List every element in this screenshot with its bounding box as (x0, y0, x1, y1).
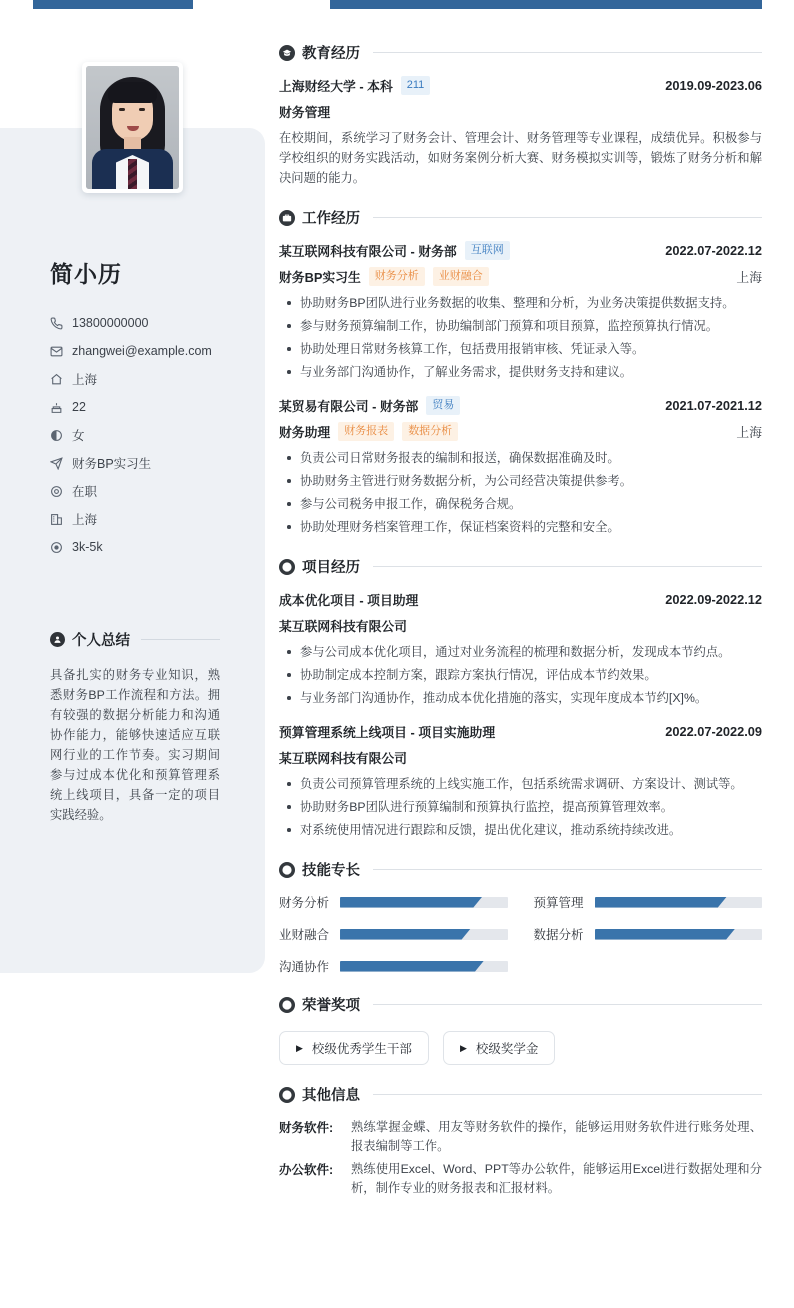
honor-chip[interactable] (443, 1031, 555, 1065)
list-item: 与业务部门沟通协作，推动成本优化措施的落实，实现年度成本节约[X]%。 (279, 688, 762, 708)
contact-value-target-role: 财务BP实习生 (72, 457, 152, 471)
section-header-skills (279, 859, 762, 880)
project-bullets (279, 774, 762, 840)
other-info-value: 熟练掌握金蝶、用友等财务软件的操作，能够运用财务软件进行账务处理、报表编制等工作。 (351, 1120, 762, 1153)
home-icon (50, 373, 70, 386)
honor-label: 校级优秀学生干部 (311, 1042, 412, 1056)
section-skills (279, 859, 762, 975)
divider (373, 1094, 762, 1095)
skill-item (279, 925, 508, 943)
list-item: 参与公司成本优化项目，通过对业务流程的梳理和数据分析，发现成本节约点。 (279, 642, 762, 662)
chart-icon (279, 862, 295, 878)
section-header-honors (279, 994, 762, 1015)
education-major: 财务管理 (279, 105, 331, 120)
skill-label: 数据分析 (533, 928, 584, 942)
skill-progress-fill (595, 929, 736, 940)
section-title-education: 教育经历 (302, 46, 360, 62)
skill-progress-fill (340, 929, 471, 940)
contact-item-gender (50, 421, 265, 449)
work-skill-tag: 财务分析 (369, 267, 425, 286)
skill-progress-track (595, 897, 762, 908)
education-tag: 211 (401, 76, 431, 95)
section-education (279, 42, 762, 188)
graduation-icon (279, 45, 295, 61)
work-entry-row (279, 241, 762, 260)
list-item: 协助财务BP团队进行预算编制和预算执行监控，提高预算管理效率。 (279, 797, 762, 817)
divider (373, 566, 762, 567)
personal-summary-header (50, 629, 220, 650)
skill-label: 业财融合 (279, 928, 330, 942)
phone-icon (50, 317, 70, 330)
divider (373, 1004, 762, 1005)
skill-item (534, 925, 763, 943)
contact-item-hometown (50, 365, 265, 393)
skill-progress-fill (340, 897, 482, 908)
work-entry (279, 396, 762, 537)
user-circle-icon (50, 632, 65, 647)
target-icon (50, 541, 70, 554)
triangle-icon: ▶ (459, 1042, 467, 1053)
list-item: 协助财务主管进行财务数据分析，为公司经营决策提供参考。 (279, 471, 762, 491)
section-other-info (279, 1084, 762, 1198)
work-location: 上海 (736, 270, 762, 285)
contact-value-phone: 13800000000 (72, 316, 149, 330)
top-accent-bar-left (33, 0, 193, 9)
skill-progress-track (340, 929, 507, 940)
list-item: 负责公司预算管理系统的上线实施工作，包括系统需求调研、方案设计、测试等。 (279, 774, 762, 794)
work-role-row (279, 267, 762, 286)
briefcase-icon (279, 210, 295, 226)
skill-item (534, 893, 763, 911)
divider (141, 639, 220, 640)
contact-item-salary (50, 533, 265, 561)
project-date: 2022.09-2022.12 (665, 592, 762, 607)
grid-plus-icon (279, 559, 295, 575)
project-company: 某互联网科技有限公司 (279, 751, 407, 766)
education-date: 2019.09-2023.06 (665, 78, 762, 93)
contact-value-gender: 女 (72, 429, 85, 443)
skill-progress-track (340, 961, 507, 972)
contact-list (50, 309, 265, 561)
info-award-icon (279, 1087, 295, 1103)
education-entry-row (279, 76, 762, 95)
section-header-education (279, 42, 762, 63)
contact-item-phone (50, 309, 265, 337)
contact-item-status (50, 477, 265, 505)
other-info-label: 办公软件: (279, 1163, 334, 1177)
contact-item-work-city (50, 505, 265, 533)
divider (373, 869, 762, 870)
honor-list (279, 1028, 762, 1065)
work-skill-tag: 业财融合 (433, 267, 489, 286)
building-icon (50, 513, 70, 526)
contact-value-email: zhangwei@example.com (72, 344, 212, 358)
paper-plane-icon (50, 457, 70, 470)
top-accent-bar-right (330, 0, 762, 9)
skill-label: 预算管理 (533, 896, 584, 910)
section-work (279, 207, 762, 537)
list-item: 协助处理财务档案管理工作，保证档案资料的完整和安全。 (279, 517, 762, 537)
honor-chip[interactable] (279, 1031, 429, 1065)
education-entry (279, 76, 762, 188)
avatar (82, 62, 183, 193)
list-item: 协助处理日常财务核算工作，包括费用报销审核、凭证录入等。 (279, 339, 762, 359)
work-skill-tag: 数据分析 (402, 422, 458, 441)
work-industry-tag: 互联网 (465, 241, 510, 260)
work-date: 2022.07-2022.12 (665, 243, 762, 258)
skills-grid (279, 893, 762, 975)
section-header-project (279, 556, 762, 577)
section-header-work (279, 207, 762, 228)
contact-value-salary: 3k-5k (72, 540, 103, 554)
project-entry-row (279, 722, 762, 741)
work-role-row (279, 422, 762, 441)
work-bullets (279, 293, 762, 382)
personal-summary-section (50, 629, 220, 825)
section-project (279, 556, 762, 840)
candidate-name: 简小历 (50, 261, 122, 287)
project-title: 预算管理系统上线项目 - 项目实施助理 (279, 725, 496, 740)
skill-progress-fill (340, 961, 484, 972)
birthday-icon (50, 401, 70, 414)
list-item: 与业务部门沟通协作，了解业务需求，提供财务支持和建议。 (279, 362, 762, 382)
other-info-row (279, 1118, 762, 1156)
contact-value-status: 在职 (72, 485, 98, 499)
education-school: 上海财经大学 - 本科 (279, 79, 393, 94)
contact-item-email (50, 337, 265, 365)
personal-summary-title: 个人总结 (72, 633, 130, 649)
work-company: 某互联网科技有限公司 - 财务部 (279, 244, 457, 259)
work-industry-tag: 贸易 (426, 396, 460, 415)
divider (373, 217, 762, 218)
sidebar (0, 9, 265, 825)
education-description: 在校期间，系统学习了财务会计、管理会计、财务管理等专业课程，成绩优异。积极参与学校组织的财务实践活动，如财务案例分析大赛、财务模拟实训等，锻炼了财务分析和解决问题的能力。 (279, 131, 762, 185)
project-entry (279, 590, 762, 708)
contact-value-age: 22 (72, 400, 86, 414)
section-title-skills: 技能专长 (302, 863, 360, 879)
work-date: 2021.07-2021.12 (665, 398, 762, 413)
work-bullets (279, 448, 762, 537)
skill-progress-fill (595, 897, 727, 908)
envelope-icon (50, 345, 70, 358)
other-info-row (279, 1160, 762, 1198)
contact-value-work-city: 上海 (72, 513, 98, 527)
project-title: 成本优化项目 - 项目助理 (279, 593, 419, 608)
gender-icon (50, 429, 70, 442)
work-company: 某贸易有限公司 - 财务部 (279, 399, 419, 414)
skill-progress-track (595, 929, 762, 940)
section-title-other-info: 其他信息 (302, 1088, 360, 1104)
personal-summary-text: 具备扎实的财务专业知识，熟悉财务BP工作流程和方法。拥有较强的数据分析能力和沟通协作能力，能够快速适应互联网行业的工作节奏。实习期间参与过成本优化和预算管理系统上线项目，具备一定的项目实践经验。 (50, 668, 220, 822)
other-info-value: 熟练使用Excel、Word、PPT等办公软件，能够运用Excel进行数据处理和分析，制作专业的财务报表和汇报材料。 (351, 1162, 762, 1195)
section-title-honors: 荣誉奖项 (302, 998, 360, 1014)
contact-item-target-role (50, 449, 265, 477)
avatar-photo (86, 66, 179, 189)
section-header-other-info (279, 1084, 762, 1105)
triangle-icon: ▶ (296, 1042, 303, 1053)
skill-label: 沟通协作 (279, 960, 330, 974)
lifebuoy-icon (50, 485, 70, 498)
section-title-project: 项目经历 (302, 560, 360, 576)
list-item: 协助制定成本控制方案，跟踪方案执行情况，评估成本节约效果。 (279, 665, 762, 685)
other-info-label: 财务软件: (279, 1121, 334, 1135)
list-item: 参与公司税务申报工作，确保税务合规。 (279, 494, 762, 514)
list-item: 对系统使用情况进行跟踪和反馈，提出优化建议，推动系统持续改进。 (279, 820, 762, 840)
skill-item (279, 893, 508, 911)
skill-item (279, 957, 508, 975)
honor-label: 校级奖学金 (475, 1042, 539, 1056)
work-skill-tag: 财务报表 (338, 422, 394, 441)
contact-item-age (50, 393, 265, 421)
section-title-work: 工作经历 (302, 211, 360, 227)
section-honors (279, 994, 762, 1065)
main-column (265, 9, 794, 1202)
list-item: 参与财务预算编制工作，协助编制部门预算和项目预算，监控预算执行情况。 (279, 316, 762, 336)
project-date: 2022.07-2022.09 (665, 724, 762, 739)
project-entry (279, 722, 762, 840)
list-item: 协助财务BP团队进行业务数据的收集、整理和分析，为业务决策提供数据支持。 (279, 293, 762, 313)
work-role: 财务BP实习生 (279, 270, 361, 285)
list-item: 负责公司日常财务报表的编制和报送，确保数据准确及时。 (279, 448, 762, 468)
project-bullets (279, 642, 762, 708)
project-company: 某互联网科技有限公司 (279, 619, 407, 634)
award-icon (279, 997, 295, 1013)
project-entry-row (279, 590, 762, 609)
work-role: 财务助理 (279, 425, 331, 440)
work-entry-row (279, 396, 762, 415)
work-entry (279, 241, 762, 382)
skill-progress-track (340, 897, 507, 908)
skill-label: 财务分析 (279, 896, 330, 910)
divider (373, 52, 762, 53)
contact-value-hometown: 上海 (72, 373, 98, 387)
work-location: 上海 (736, 425, 762, 440)
